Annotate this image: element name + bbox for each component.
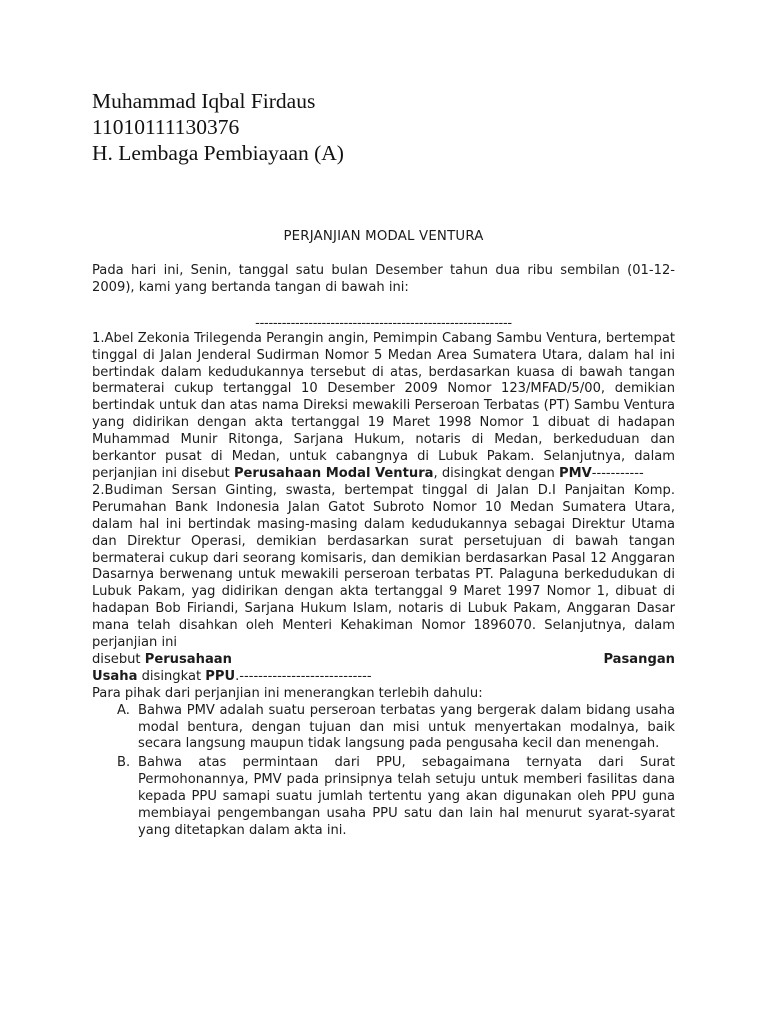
party-1-tail: ----------- [591,465,644,481]
recital-text: Bahwa PMV adalah suatu perseroan terbatas yang bergerak dalam bidang usaha modal bentura, dengan tujuan dan misi untuk menyertakan modalnya, baik secara langsung maupun tidak langsung pada pengusaha kecil dan menengah. [138,702,675,752]
author-header [92,88,344,166]
party-2-abbr-line [92,669,675,686]
recital-item [92,703,675,754]
party-2-paragraph [92,483,675,652]
recitals-list [92,703,675,840]
party-2-disebut: disebut [92,651,145,667]
separator-line: ---------------------------------------------------------- [255,315,512,331]
intro-paragraph: Pada hari ini, Senin, tanggal satu bulan Desember tahun dua ribu sembilan (01-12-2009), kami yang bertanda tangan di bawah ini: [92,262,675,295]
party-1-abbr: PMV [558,465,592,481]
document-body [92,229,675,842]
party-1-mid: , disingkat dengan [433,465,559,481]
recital-marker: B. [117,755,131,771]
party-2-name-line [92,652,675,669]
party-2-mid: disingkat [137,668,206,684]
recital-marker: A. [117,702,130,718]
preamble: Para pihak dari perjanjian ini menerangkan terlebih dahulu: [92,685,483,701]
student-id: 11010111130376 [92,115,240,139]
party-2-name-part2: Pasangan [603,651,675,667]
author-name: Muhammad Iqbal Firdaus [92,89,316,113]
party-2-name-part3: Usaha [92,668,138,684]
party-2-text: 2.Budiman Sersan Ginting, swasta, bertempat tinggal di Jalan D.I Panjaitan Komp. Perumahan Bank Indonesia Jalan Gatot Subroto Nomor 10 Medan Sumatera Utara, dalam hal ini bertindak masing-masing dalam kedudukannya sebagai Direktur Utama dan Direktur Operasi, demikian berdasarkan surat persetujuan di bawah tangan bermaterai cukup dari seorang komisaris, dan demikian berdasarkan Pasal 12 Anggaran Dasarnya berwenang untuk mewakili perseroan terbatas PT. Palaguna berkedudukan di Lubuk Pakam, yag didirikan dengan akta tertanggal 9 Maret 1997 Nomor 1, dibuat di hadapan Bob Firiandi, Sarjana Hukum Islam, notaris di Lubuk Pakam, Anggaran Dasar mana telah disahkan oleh Menteri Kehakiman Nomor 1896070. Selanjutnya, dalam perjanjian ini [92,482,675,651]
party-2-abbr: PPU [205,668,236,684]
document-title: PERJANJIAN MODAL VENTURA [283,229,484,244]
course-name: H. Lembaga Pembiayaan (A) [92,141,344,165]
party-1-paragraph [92,331,675,483]
recital-text: Bahwa atas permintaan dari PPU, sebagaimana ternyata dari Surat Permohonannya, PMV pada prinsipnya telah setuju untuk memberi fasilitas dana kepada PPU samapi suatu jumlah tertentu yang akan digunakan oleh PPU guna membiayai pengembangan usaha PPU satu dan lain hal menurut syarat-syarat yang ditetapkan dalam akta ini. [138,755,675,838]
party-2-name-part1: Perusahaan [144,651,232,667]
party-1-text: 1.Abel Zekonia Trilegenda Perangin angin, Pemimpin Cabang Sambu Ventura, bertempat tinggal di Jalan Jenderal Sudirman Nomor 5 Medan Area Sumatera Utara, dalam hal ini bertindak dalam kedudukannya tersebut di atas, berdasarkan kuasa di bawah tangan bermaterai cukup tertanggal 10 Desember 2009 Nomor 123/MFAD/5/00, demikian bertindak untuk dan atas nama Direksi mewakili Perseroan Terbatas (PT) Sambu Ventura yang didirikan dengan akta tertanggal 19 Maret 1998 Nomor 1 dibuat di hadapan Muhammad Munir Ritonga, Sarjana Hukum, notaris di Medan, berkeduduan dan berkantor pusat di Medan, untuk cabangnya di Lubuk Pakam. Selanjutnya, dalam perjanjian ini disebut [92,330,675,481]
party-1-name: Perusahaan Modal Ventura [233,465,434,481]
party-2-tail: .---------------------------- [235,668,372,684]
recital-item [92,755,675,840]
